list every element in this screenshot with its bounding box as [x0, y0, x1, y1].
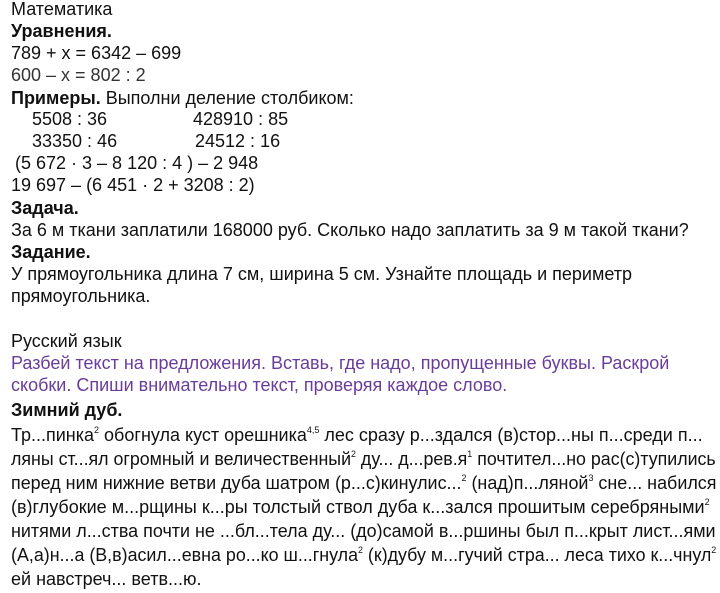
examples-heading: Примеры. — [11, 88, 101, 108]
task-heading: Задача. — [11, 198, 79, 218]
russian-title: Русский язык — [11, 331, 122, 351]
text-title: Зимний дуб. — [11, 400, 123, 420]
footnote-mark: 2 — [94, 425, 100, 435]
assignment-heading: Задание. — [11, 242, 91, 262]
footnote-mark: 1 — [467, 449, 473, 459]
text-line-4: (в)глубокие м...рщины к...ры толстый ствол дуба к...зался прошитым серебряными$^2$ — [11, 497, 710, 517]
footnote-mark: 2 — [351, 449, 356, 459]
text-line-2: ляны ст...ял огромный и величественный$^2$ ду... $д...рев.я^1$ почтител...но рас(с)тупились — [11, 449, 716, 469]
expression-2: 19 697 – (6 451 · 2 + 3208 : 2) — [11, 175, 255, 195]
division-1: 5508 : 36 — [32, 109, 108, 129]
equation-2: 600 – x = 802 : 2 — [11, 65, 146, 85]
text-line-5: нитями л...ства почти не ...бл...тела ду... (до)самой в...ршины был п...крыт лист...ями — [11, 521, 716, 541]
text-line-3: перед ним нижние ветви дуба шатром (р...с)кинулис...$^2$ (над)п...ляной$^3$ сне... набился — [11, 473, 717, 493]
math-title: Математика — [11, 0, 113, 19]
footnote-mark: 2 — [711, 545, 717, 555]
footnote-mark: 2 — [704, 497, 710, 507]
footnote-mark: 2 — [461, 473, 467, 483]
equations-heading: Уравнения. — [11, 21, 112, 41]
text-line-1: Тр...пинка$^2$ обогнула куст орешника$^{4,5}$ лес сразу р...здался (в)стор...ны п...среди п... — [11, 425, 703, 445]
instruction-line-1: Разбей текст на предложения. Вставь, где надо, пропущенные буквы. Раскрой — [11, 353, 670, 373]
footnote-mark: 4,5 — [306, 425, 320, 435]
division-4: 24512 : 16 — [195, 131, 281, 151]
expression-1: (5 672 · 3 – 8 120 : 4 ) – 2 948 — [15, 153, 259, 173]
instruction-line-2: скобки. Спиши внимательно текст, проверяя каждое слово. — [11, 375, 508, 395]
text-line-6: (А,а)н...а (В,в)асил...евна ро...ко ш...гнула$^2$ (к)дубу м...гучий стра... леса тихо к...чнул$^2$ — [11, 545, 717, 565]
equation-1: 789 + x = 6342 – 699 — [11, 43, 182, 63]
assignment-line-2: прямоугольника. — [11, 286, 151, 306]
footnote-mark: 2 — [357, 545, 363, 555]
division-2: 428910 : 85 — [193, 109, 289, 129]
footnote-mark: 3 — [588, 473, 594, 483]
assignment-line-1: У прямоугольника длина 7 см, ширина 5 см. Узнайте площадь и периметр — [11, 264, 632, 284]
examples-instruction: Выполни деление столбиком: — [100, 88, 354, 108]
task-text: За 6 м ткани заплатили 168000 руб. Сколько надо заплатить за 9 м такой ткани? — [11, 220, 689, 240]
text-line-7: ей навстреч... ветв...ю. — [11, 569, 202, 589]
division-3: 33350 : 46 — [32, 131, 118, 151]
examples-line — [11, 87, 354, 109]
